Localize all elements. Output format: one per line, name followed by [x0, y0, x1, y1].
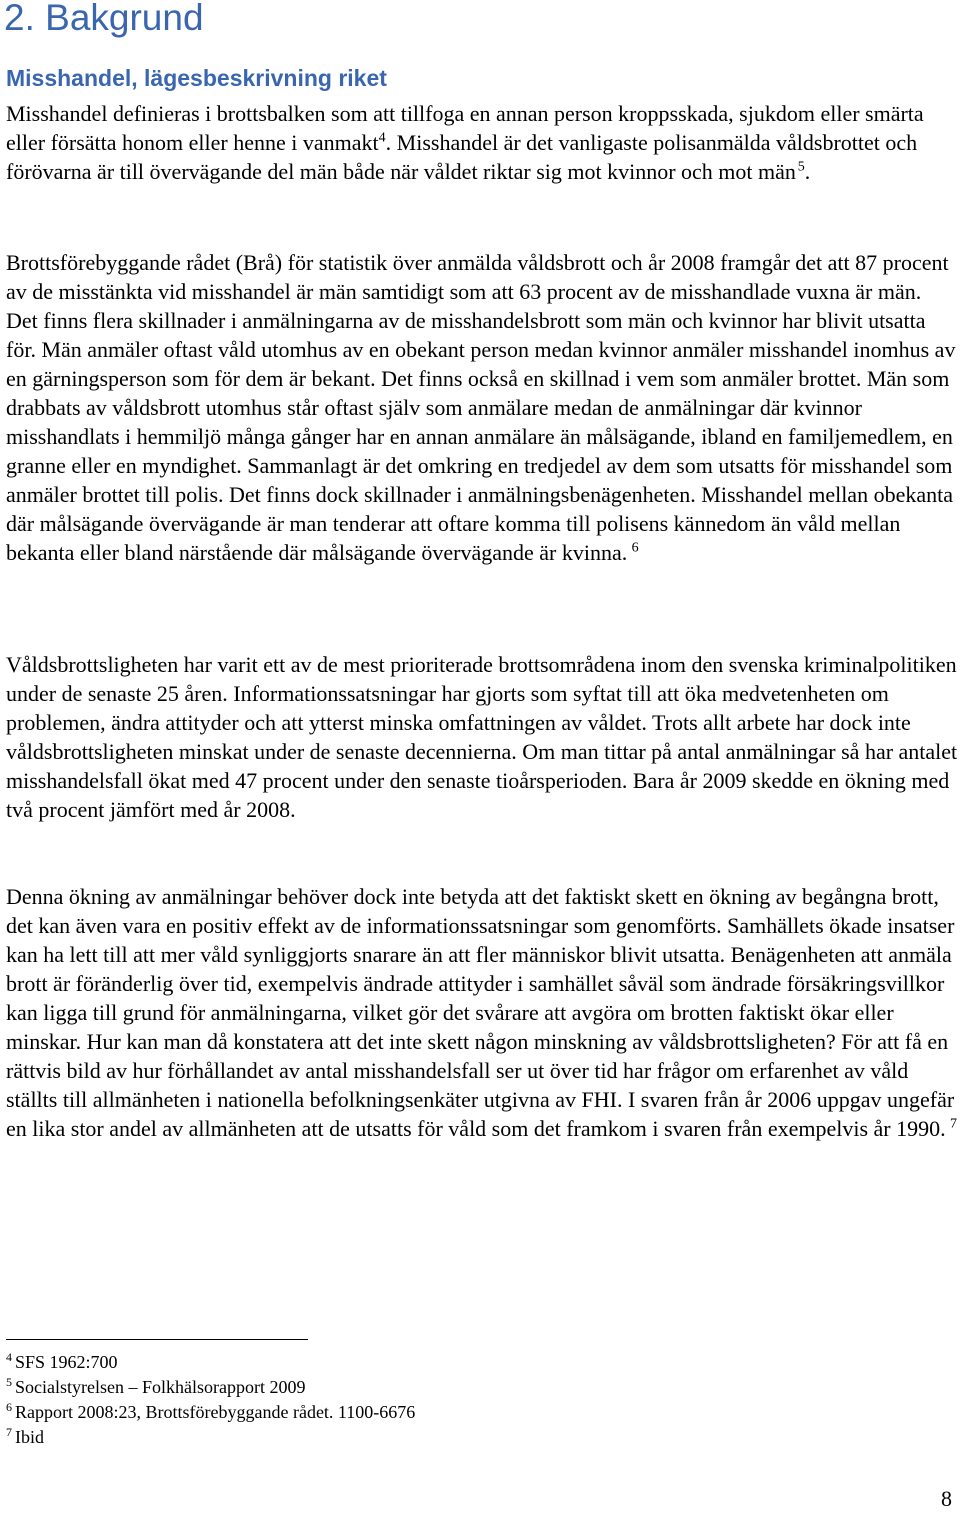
paragraph-text: . Misshandel är det vanligaste polisanmälda våldsbrottet och förövarna är till övervägande del män både när våldet riktar sig mot kvinnor och mot män — [6, 130, 918, 184]
footnote-item — [6, 1375, 415, 1400]
footnote-number: 5 — [6, 1375, 12, 1389]
footnote-text: Rapport 2008:23, Brottsförebyggande rådet. 1100-6676 — [15, 1402, 416, 1422]
footnote-ref: 4 — [378, 130, 386, 146]
footnote-item — [6, 1350, 415, 1375]
page-number: 8 — [941, 1486, 952, 1511]
footnote-number: 7 — [6, 1425, 12, 1439]
paragraph-text: . — [804, 159, 811, 184]
paragraph-reporting-increase — [6, 882, 958, 1143]
footnote-text: SFS 1962:700 — [15, 1352, 118, 1372]
footnote-text: Socialstyrelsen – Folkhälsorapport 2009 — [15, 1377, 306, 1397]
paragraph-text: Våldsbrottsligheten har varit ett av de mest prioriterade brottsområdena inom den svenska kriminalpolitiken under de senaste 25 åren. Informationssatsningar har gjorts som syftat till att öka medvetenheten om problemen, ändra attityder och att ytterst minska omfattningen av våldet. Trots allt arbete har dock inte våldsbrottsligheten minskat under de senaste decennierna. Om man tittar på antal anmälningar så har antalet misshandelsfall ökat med 47 procent under den senaste tioårsperioden. Bara år 2009 skedde en ökning med två procent jämfört med år 2008. — [6, 652, 958, 822]
section-title: Misshandel, lägesbeskrivning riket — [6, 65, 387, 91]
footnote-list — [6, 1350, 415, 1450]
footnote-text: Ibid — [15, 1427, 44, 1447]
paragraph-text: Denna ökning av anmälningar behöver dock inte betyda att det faktiskt skett en ökning av begångna brott, det kan även vara en positiv effekt av de informationssatsningar som genomförts. Samhällets ökade insatser kan ha lett till att mer våld synliggjorts snarare än att fler människor blivit utsatta. Benägenheten att anmäla brott är föränderlig över tid, exempelvis ändrade attityder i samhället såväl som ändrade försäkringsvillkor kan ligga till grund för anmälningarna, vilket gör det svårare att avgöra om brotten faktiskt ökar eller minskar. Hur kan man då konstatera att det inte skett någon minskning av våldsbrottsligheten? För att få en rättvis bild av hur förhållandet av antal misshandelsfall ser ut över tid har frågor om erfarenhet av våld ställts till allmänheten i nationella befolkningsenkäter utgivna av FHI. I svaren från år 2006 uppgav ungefär en lika stor andel av allmänheten att de utsatts för våld som det framkom i svaren från exempelvis år 1990. — [6, 884, 955, 1141]
footnote-ref: 6 — [631, 540, 639, 556]
paragraph-text: Misshandel definieras i brottsbalken som att tillfoga en annan person kroppsskada, sjukdom eller smärta eller försätta honom eller henne i vanmakt — [6, 101, 924, 155]
footnote-ref: 5 — [797, 159, 805, 175]
footnote-divider — [6, 1339, 308, 1340]
footnote-item — [6, 1400, 415, 1425]
paragraph-crime-policy — [6, 650, 958, 824]
footnote-number: 6 — [6, 1400, 12, 1414]
chapter-title: 2. Bakgrund — [4, 0, 204, 38]
paragraph-definition — [6, 99, 958, 186]
footnote-ref: 7 — [950, 1116, 958, 1132]
footnote-number: 4 — [6, 1350, 12, 1364]
paragraph-text: Brottsförebyggande rådet (Brå) för statistik över anmälda våldsbrott och år 2008 framgår det att 87 procent av de misstänkta vid misshandel är män samtidigt som att 63 procent av de misshandlade vuxna är män. Det finns flera skillnader i anmälningarna av de misshandelsbrott som män och kvinnor har blivit utsatta för. Män anmäler oftast våld utomhus av en obekant person medan kvinnor anmäler misshandel inomhus av en gärningsperson som för dem är bekant. Det finns också en skillnad i vem som anmäler brottet. Män som drabbats av våldsbrott utomhus står oftast själv som anmälare medan de anmälningar där kvinnor misshandlats i hemmiljö många gånger har en annan anmälare än målsägande, ibland en familjemedlem, en granne eller en myndighet. Sammanlagt är det omkring en tredjedel av dem som utsatts för misshandel som anmäler brottet till polis. Det finns dock skillnader i anmälningsbenägenheten. Misshandel mellan obekanta där målsägande övervägande är man tenderar att oftare komma till polisens kännedom än våld mellan bekanta eller bland närstående där målsägande övervägande är kvinna. — [6, 250, 956, 565]
footnote-item — [6, 1425, 415, 1450]
paragraph-bra-statistics — [6, 248, 958, 567]
